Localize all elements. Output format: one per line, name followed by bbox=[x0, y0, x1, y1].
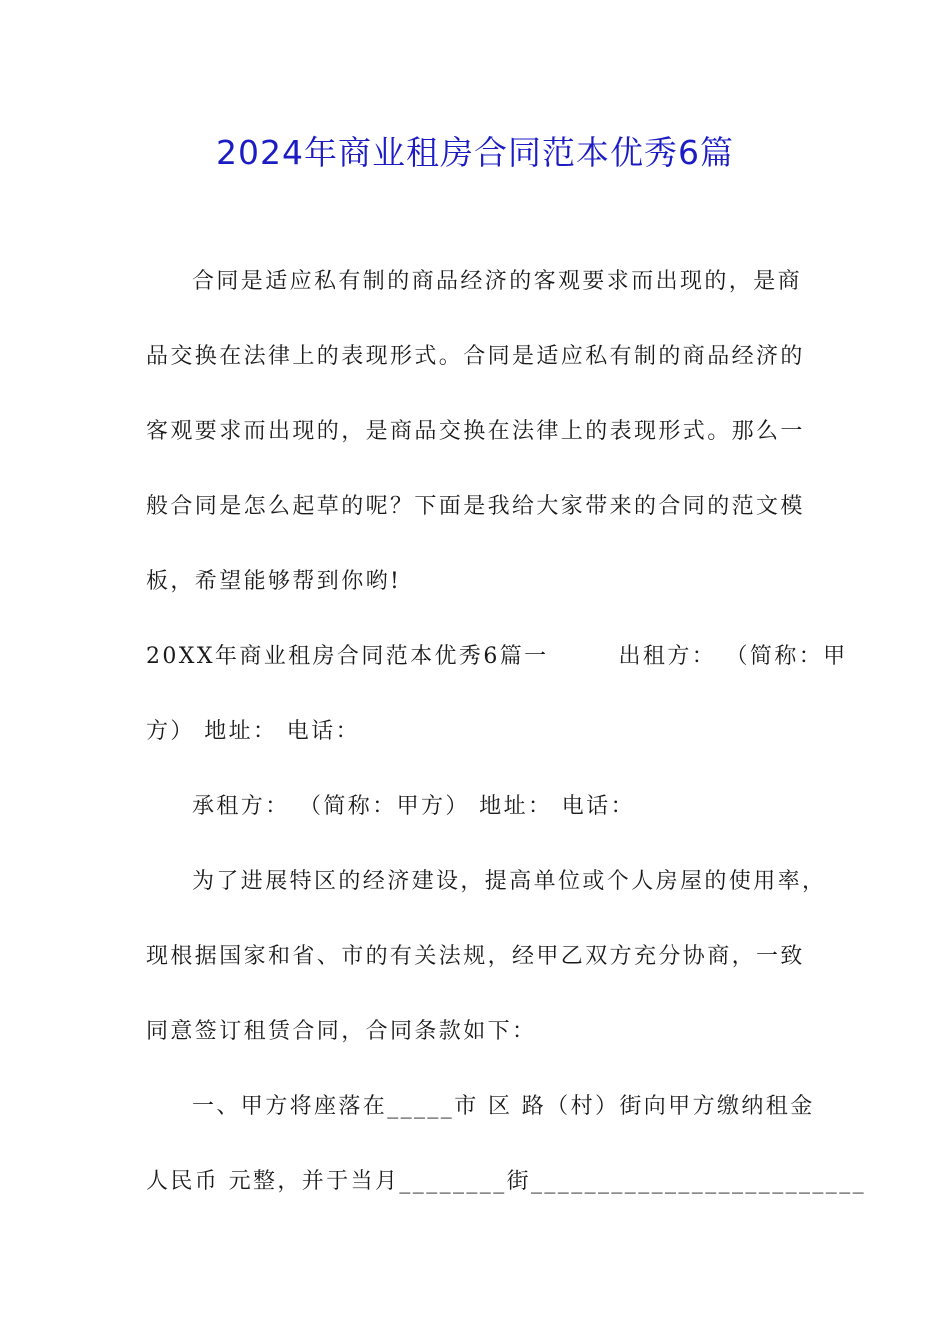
lessor-label: 出租方： （简称：甲 bbox=[618, 644, 848, 669]
paragraph-line: 一、甲方将座落在_____市 区 路（村）街向甲方缴纳租金 bbox=[192, 1094, 815, 1119]
paragraph-line: 同意签订租赁合同，合同条款如下： bbox=[146, 1019, 537, 1044]
paragraph-line: 板，希望能够帮到你哟! bbox=[146, 569, 402, 594]
section-heading: 20XX年商业租房合同范本优秀6篇一 bbox=[146, 644, 549, 669]
paragraph-line: 人民币 元整，并于当月________街_________________________ bbox=[146, 1169, 866, 1194]
section-heading-line bbox=[146, 641, 848, 673]
paragraph-line: 为了进展特区的经济建设，提高单位或个人房屋的使用率， bbox=[192, 869, 827, 894]
paragraph-line: 般合同是怎么起草的呢？下面是我给大家带来的合同的范文模 bbox=[146, 494, 805, 519]
paragraph-line: 承租方： （简称：甲方） 地址： 电话： bbox=[192, 794, 635, 819]
paragraph-line: 合同是适应私有制的商品经济的客观要求而出现的，是商 bbox=[192, 269, 803, 294]
paragraph-line: 客观要求而出现的，是商品交换在法律上的表现形式。那么一 bbox=[146, 419, 805, 444]
document-title: 2024年商业租房合同范本优秀6篇 bbox=[216, 133, 734, 172]
paragraph-line: 品交换在法律上的表现形式。合同是适应私有制的商品经济的 bbox=[146, 344, 805, 369]
paragraph-line: 方） 地址： 电话： bbox=[146, 719, 360, 744]
paragraph-line: 现根据国家和省、市的有关法规，经甲乙双方充分协商，一致 bbox=[146, 944, 805, 969]
